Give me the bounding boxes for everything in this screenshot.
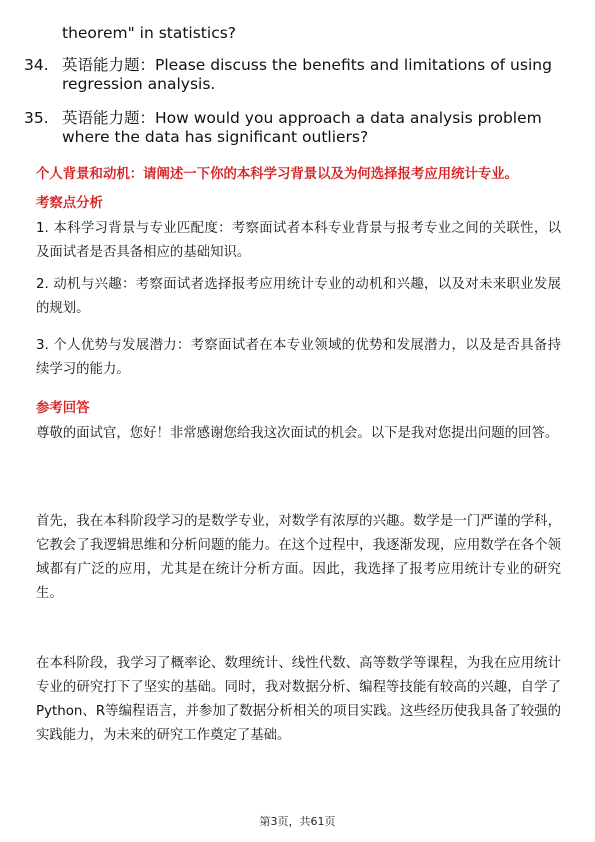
analysis-heading: 考察点分析 (36, 196, 103, 211)
analysis-point-1: 1. 本科学习背景与专业匹配度：考察面试者本科专业背景与报考专业之间的关联性，以及面试者是否具备相应的基础知识。 (36, 221, 561, 260)
answer-heading: 参考回答 (36, 401, 90, 416)
question-35-text: 英语能力题：How would you approach a data analysis problem where the data has significant outliers? (62, 109, 542, 146)
question-33-continuation: theorem" in statistics? (62, 24, 237, 42)
question-35-number: 35. (24, 109, 49, 127)
answer-paragraph-1: 尊敬的面试官，您好！非常感谢您给我这次面试的机会。以下是我对您提出问题的回答。 (36, 426, 559, 441)
answer-paragraph-3: 在本科阶段，我学习了概率论、数理统计、线性代数、高等数学等课程，为我在应用统计专业的研究打下了坚实的基础。同时，我对数据分析、编程等技能有较高的兴趣，自学了Python、R等编程语言，并参加了数据分析相关的项目实践。这些经历使我具备了较强的实践能力，为未来的研究工作奠定了基础。 (36, 656, 561, 743)
question-34-number: 34. (24, 56, 49, 74)
analysis-point-2: 2. 动机与兴趣：考察面试者选择报考应用统计专业的动机和兴趣，以及对未来职业发展的规划。 (36, 277, 561, 316)
page-number-footer: 第3页，共61页 (259, 815, 336, 828)
analysis-point-3: 3. 个人优势与发展潜力：考察面试者在本专业领域的优势和发展潜力，以及是否具备持续学习的能力。 (36, 338, 561, 377)
answer-paragraph-2: 首先，我在本科阶段学习的是数学专业，对数学有浓厚的兴趣。数学是一门严谨的学科，它教会了我逻辑思维和分析问题的能力。在这个过程中，我逐渐发现，应用数学在各个领域都有广泛的应用，尤其是在统计分析方面。因此，我选择了报考应用统计专业的研究生。 (36, 514, 561, 601)
section-title: 个人背景和动机：请阐述一下你的本科学习背景以及为何选择报考应用统计专业。 (36, 167, 519, 182)
question-34-text: 英语能力题：Please discuss the benefits and limitations of using regression analysis. (62, 56, 552, 93)
